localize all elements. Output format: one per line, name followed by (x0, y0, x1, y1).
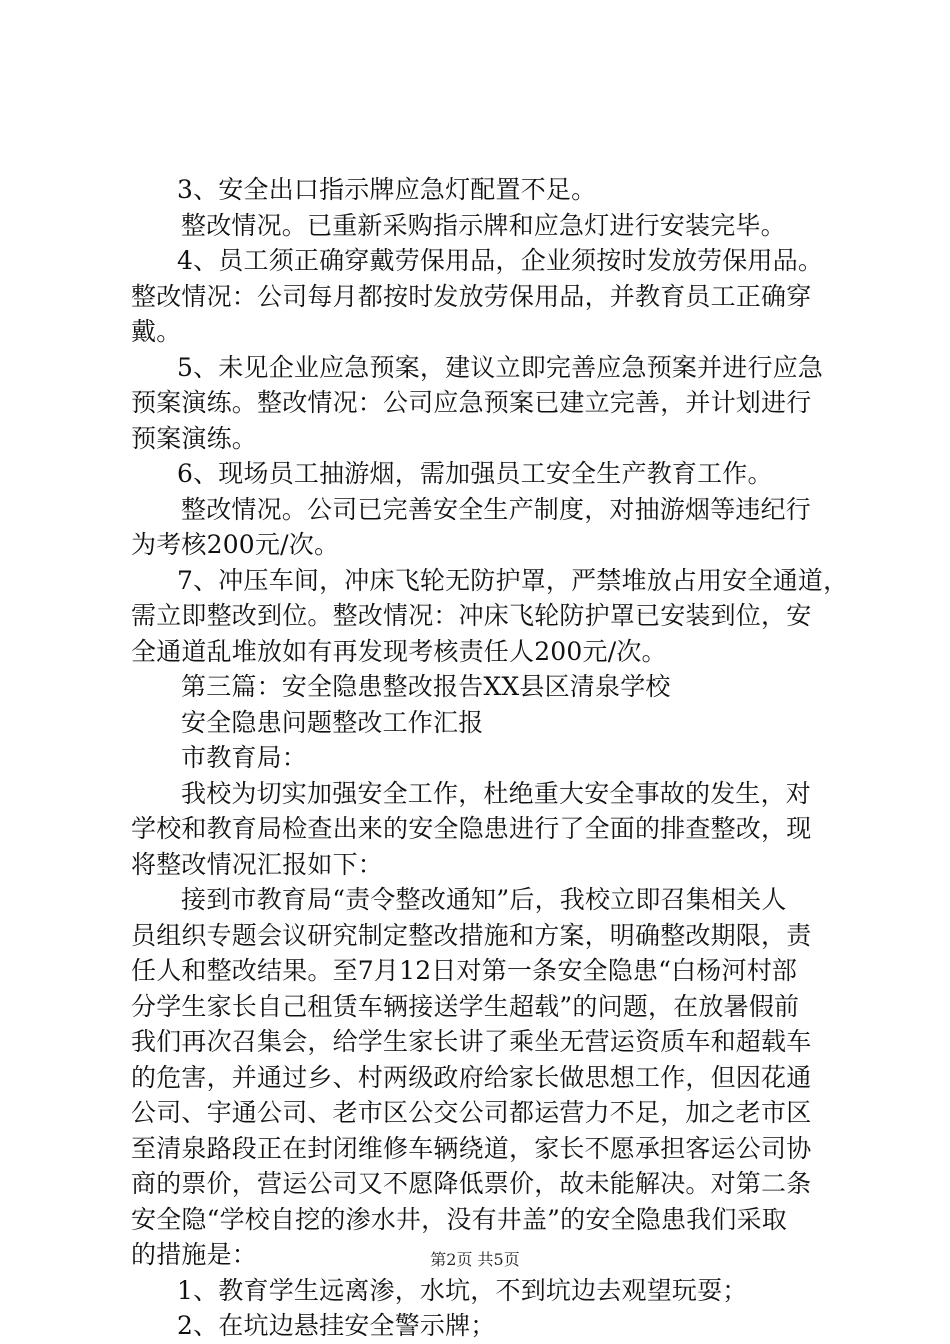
paragraph-line: 整改情况。已重新采购指示牌和应急灯进行安装完毕。 (181, 210, 786, 240)
paragraph-line: 为考核200元/次。 (131, 530, 340, 559)
paragraph-line: 6、现场员工抽游烟，需加强员工安全生产教育工作。 (177, 459, 773, 488)
paragraph-line: 安全隐“学校自挖的渗水井，没有井盖”的安全隐患我们采取 (131, 1204, 787, 1234)
page-number-footer: 第2页 共5页 (430, 1250, 520, 1269)
paragraph-line: 将整改情况汇报如下： (131, 849, 384, 879)
paragraph-line: 分学生家长自己租赁车辆接送学生超载”的问题，在放暑假前 (131, 991, 800, 1021)
section-heading: 第三篇：安全隐患整改报告XX县区清泉学校 (181, 672, 671, 701)
paragraph-line: 3、安全出口指示牌应急灯配置不足。 (177, 175, 597, 204)
paragraph-line: 戴。 (131, 317, 182, 346)
paragraph-line: 7、冲压车间，冲床飞轮无防护罩，严禁堆放占用安全通道， (177, 565, 849, 595)
paragraph-line: 任人和整改结果。至7月12日对第一条安全隐患“白杨河村部 (131, 956, 798, 985)
paragraph-line: 学校和教育局检查出来的安全隐患进行了全面的排查整改，现 (131, 814, 812, 843)
report-title: 安全隐患问题整改工作汇报 (181, 707, 484, 737)
paragraph-line: 的措施是： (131, 1240, 258, 1269)
paragraph-line: 的危害，并通过乡、村两级政府给家长做思想工作，但因花通 (131, 1062, 812, 1092)
document-body (131, 172, 849, 1344)
paragraph-line: 员组织专题会议研究制定整改措施和方案，明确整改期限，责 (131, 920, 812, 950)
paragraph-line: 至清泉路段正在封闭维修车辆绕道，家长不愿承担客运公司协 (131, 1133, 812, 1163)
list-item: 1、教育学生远离渗，水坑，不到坑边去观望玩耍； (177, 1275, 748, 1305)
paragraph-line: 我们再次召集会，给学生家长讲了乘坐无营运资质车和超载车 (131, 1027, 812, 1056)
paragraph-line: 全通道乱堆放如有再发现考核责任人200元/次。 (131, 636, 667, 666)
paragraph-line: 预案演练。整改情况：公司应急预案已建立完善，并计划进行 (131, 388, 812, 417)
paragraph-line: 整改情况：公司每月都按时发放劳保用品，并教育员工正确穿 (131, 281, 812, 311)
paragraph-line: 整改情况。公司已完善安全生产制度，对抽游烟等违纪行 (181, 494, 812, 524)
paragraph-line: 接到市教育局“责令整改通知”后，我校立即召集相关人 (181, 885, 787, 914)
list-item: 2、在坑边悬挂安全警示牌； (177, 1311, 496, 1340)
paragraph-line: 预案演练。 (131, 423, 258, 453)
paragraph-line: 商的票价，营运公司又不愿降低票价，故未能解决。对第二条 (131, 1169, 812, 1198)
addressee: 市教育局： (181, 743, 308, 772)
paragraph-line: 需立即整改到位。整改情况：冲床飞轮防护罩已安装到位，安 (131, 601, 812, 630)
paragraph-line: 公司、宇通公司、老市区公交公司都运营力不足，加之老市区 (131, 1098, 812, 1127)
paragraph-line: 我校为切实加强安全工作，杜绝重大安全事故的发生，对 (181, 778, 812, 808)
paragraph-line: 5、未见企业应急预案，建议立即完善应急预案并进行应急 (177, 352, 824, 382)
paragraph-line: 4、员工须正确穿戴劳保用品，企业须按时发放劳保用品。 (177, 246, 824, 275)
